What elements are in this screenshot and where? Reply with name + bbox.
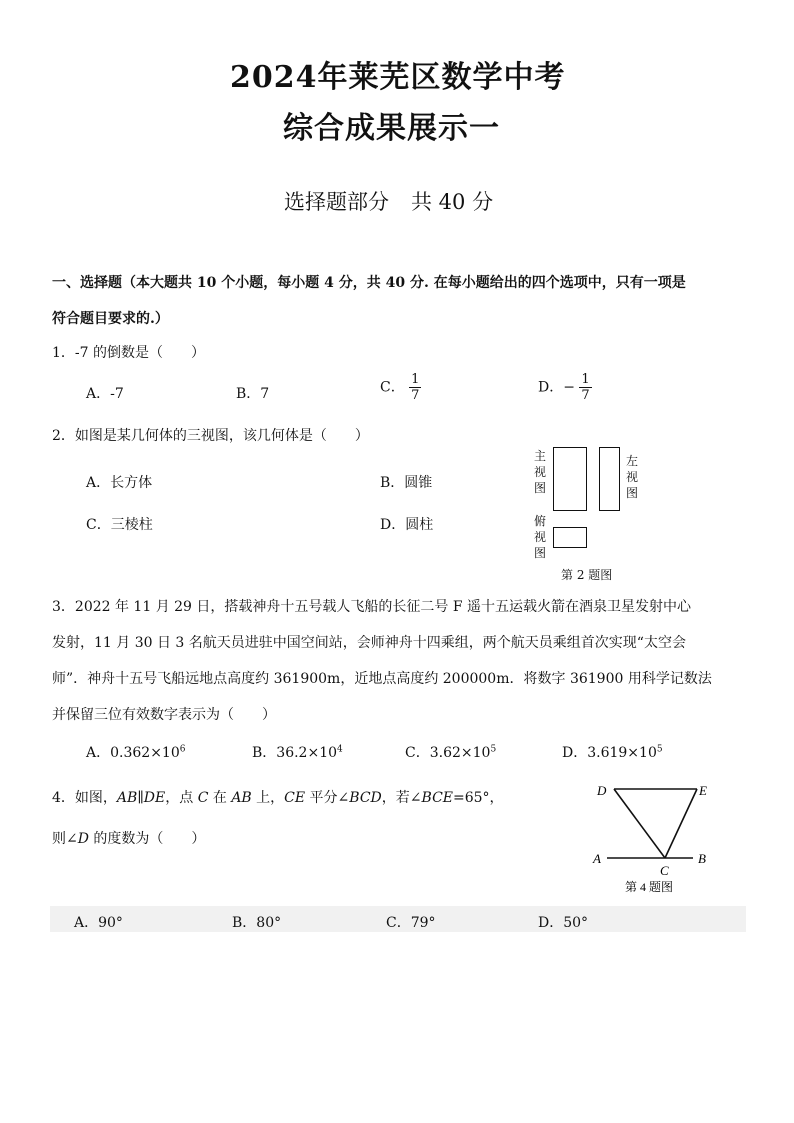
- label-c: C: [660, 863, 669, 878]
- q3-option-a-base: A．0.362×10: [86, 745, 180, 761]
- q1-option-d-fraction: [579, 372, 591, 403]
- q3-option-b: [252, 742, 343, 762]
- q1-option-d-denominator: 7: [581, 388, 590, 403]
- q3-option-b-base: B．36.2×10: [252, 745, 338, 761]
- q3-option-d-exponent: 5: [656, 744, 663, 755]
- q1-option-c-label: C．: [380, 379, 405, 396]
- section-total: 共 40 分: [411, 190, 494, 214]
- q4-text: 4．如图，: [52, 790, 117, 806]
- q2-option-d: D．圆柱: [380, 517, 434, 533]
- q3-option-c-exponent: 5: [490, 744, 497, 755]
- q1-option-b: B．7: [236, 386, 270, 402]
- q4-text: 上，: [251, 790, 285, 806]
- section-name: 选择题部分: [284, 190, 389, 214]
- front-view-rectangle: [553, 447, 587, 511]
- q2-figure-caption: 第 2 题图: [561, 568, 613, 582]
- q2-option-b: B．圆锥: [380, 475, 433, 491]
- q4-line-2: [52, 828, 205, 848]
- q2-option-a: A．长方体: [86, 475, 153, 491]
- q3-line-1: 3．2022 年 11 月 29 日，搭载神舟十五号载人飞船的长征二号 F 遥十五运载火箭在酒泉卫星发射中心: [52, 599, 692, 615]
- q4-text: =65°，: [453, 790, 504, 806]
- q1-option-c-denominator: 7: [411, 388, 420, 403]
- q1-option-d-label: D．: [538, 379, 564, 396]
- side-view-rectangle: [599, 447, 620, 511]
- q3-option-a: [86, 742, 185, 762]
- q4-option-c: C．79°: [386, 915, 436, 931]
- q3-option-d: [562, 742, 663, 762]
- q4-line-1: [52, 787, 504, 807]
- q1-option-a: A．-7: [86, 386, 124, 402]
- q1-option-c: [380, 372, 421, 403]
- top-view-rectangle: [553, 527, 587, 548]
- q3-line-2: 发射，11 月 30 日 3 名航天员进驻中国空间站，会师神舟十四乘组，两个航天员乘组首次实现“太空会: [52, 635, 686, 651]
- q4-text: ，若∠: [381, 790, 422, 806]
- segment-ec: [665, 789, 697, 858]
- q4-segment-ce: CE: [284, 790, 306, 806]
- q4-point-d: D: [77, 831, 89, 847]
- q1-option-d: [538, 372, 592, 403]
- section-heading: [284, 186, 493, 216]
- instructions-line-2: 符合题目要求的.）: [52, 311, 169, 327]
- q4-option-d: D．50°: [538, 915, 589, 931]
- top-view-label: 俯视图: [533, 514, 546, 560]
- side-view-label: 左视图: [625, 454, 638, 500]
- q4-option-a: A．90°: [74, 915, 123, 931]
- q4-text: 的度数为（ ）: [88, 831, 206, 847]
- q3-option-d-base: D．3.619×10: [562, 745, 657, 761]
- q1-option-d-numerator: 1: [581, 372, 590, 387]
- q3-option-b-exponent: 4: [337, 744, 343, 755]
- q3-line-3: 师”．神舟十五号飞船远地点高度约 361900m，近地点高度约 200000m．将数字 361900 用科学记数法: [52, 671, 712, 687]
- label-d: D: [597, 783, 607, 798]
- instructions-line-1: 一、选择题（本大题共 10 个小题，每小题 4 分，共 40 分. 在每小题给出的四个选项中，只有一项是: [52, 275, 686, 291]
- q4-point-c: C: [197, 790, 209, 806]
- q4-angle-bcd: BCD: [349, 790, 382, 806]
- front-view-label: 主视图: [533, 449, 546, 495]
- label-a: A: [593, 851, 601, 866]
- exam-title: 2024年莱芜区数学中考: [230, 60, 566, 95]
- q3-line-4: 并保留三位有效数字表示为（ ）: [52, 707, 276, 723]
- q1-option-d-sign: −: [563, 379, 575, 396]
- q4-text: ，点: [165, 790, 198, 806]
- q4-text: 在: [208, 790, 232, 806]
- q4-angle-bce: BCE: [421, 790, 453, 806]
- q4-geometry-figure: [585, 778, 715, 898]
- q3-option-c: [405, 742, 496, 762]
- q3-option-c-base: C．3.62×10: [405, 745, 491, 761]
- q4-option-b: B．80°: [232, 915, 282, 931]
- q4-segment-ab: AB: [231, 790, 252, 806]
- q4-figure-caption: 第 4 题图: [625, 880, 674, 894]
- q4-text: 则∠: [52, 831, 78, 847]
- label-e: E: [699, 783, 707, 798]
- segment-dc: [614, 789, 665, 858]
- q4-parallel-expr: AB∥DE: [116, 790, 166, 806]
- exam-subtitle: 综合成果展示一: [283, 111, 500, 146]
- q4-text: 平分∠: [305, 790, 350, 806]
- q1-option-c-numerator: 1: [411, 372, 420, 387]
- label-b: B: [698, 851, 706, 866]
- q2-stem: 2．如图是某几何体的三视图，该几何体是（ ）: [52, 428, 369, 444]
- q2-option-c: C．三棱柱: [86, 517, 153, 533]
- q3-option-a-exponent: 6: [179, 744, 186, 755]
- q1-stem: 1．-7 的倒数是（ ）: [52, 345, 205, 361]
- q1-option-c-fraction: [409, 372, 421, 403]
